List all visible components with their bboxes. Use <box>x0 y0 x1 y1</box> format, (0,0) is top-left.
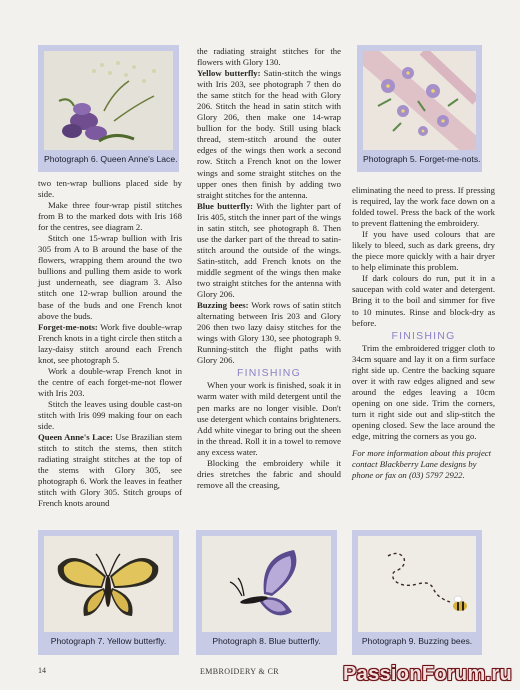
col1-para-7: Use Brazilian stem stitch to stitch the stems, then stitch radiating straight stitches at the top of the stems with Glory 305, see photograph 6. Work the leaves in feather stitch with Glory 305. Stitch groups of French knots around <box>38 432 182 509</box>
photo-7-frame <box>38 530 179 655</box>
watermark: PassionForum.ru <box>343 663 512 685</box>
forget-me-nots-label: Forget-me-nots: <box>38 321 98 332</box>
finishing-heading-1: FINISHING <box>237 367 301 380</box>
yellow-butterfly-label: Yellow butterfly: <box>197 68 261 79</box>
finishing-heading-2: FINISHING <box>391 329 456 342</box>
photo-6-caption: Photograph 6. Queen Anne's Lace. <box>44 154 178 164</box>
queen-annes-lace-photo <box>44 51 173 150</box>
col1-para-2: Make three four-wrap pistil stitches from B to the marked dots with Iris 168 for the centres, see diagram 2. <box>38 200 182 233</box>
photo-5-caption: Photograph 5. Forget-me-nots. <box>363 154 481 164</box>
contact-info: For more information about this project contact Blackberry Lane designs by phone or fax on (03) 5797 2922. <box>352 448 492 481</box>
column-1 <box>38 178 182 509</box>
col3-para-3: If dark colours do run, put it in a saucepan with cold water and detergent. Bring it to the boil and simmer for five to 10 minutes. Rinse and block-dry as before. <box>352 273 495 328</box>
col2-para-5: When your work is finished, soak it in warm water with mild detergent until the pen marks are no longer visible. Don't use detergent which contains brighteners. Add white vinegar to bring out the sheen in the thread. Roll it in a towel to remove any excess water. <box>197 380 341 457</box>
col1-para-5: Work a double-wrap French knot in the centre of each forget-me-not flower with Iris 203. <box>38 365 182 398</box>
yellow-butterfly-photo <box>44 536 173 632</box>
col3-para-4: Trim the embroidered trigger cloth to 34cm square and lay it on a firm surface right side up. Centre the backing square over it with raw edges aligned and sew around the edges leaving a 10cm opening on one side. Trim the corners, turn it right side out and slip-stitch the opening closed. Sew the lace around the edge, mitring the corners as you go. <box>352 342 495 442</box>
buzzing-bees-label: Buzzing bees: <box>197 300 249 311</box>
col1-para-4: Work five double-wrap French knots in a tight circle then stitch a lazy-daisy stitch around each French knot, see photograph 5. <box>38 321 182 365</box>
photo-8-caption: Photograph 8. Blue butterfly. <box>212 636 321 646</box>
blue-butterfly-label: Blue butterfly: <box>197 200 254 211</box>
col2-para-4: Work rows of satin stitch alternating between Iris 203 and Glory 206 then two lazy daisy stitches for the wings with Glory 130, see photograph 9. Running-stitch the flight paths with Glory 206. <box>197 300 341 366</box>
photo-5-frame <box>357 45 482 172</box>
col1-para-3: Stitch one 15-wrap bullion with Iris 305 from A to B around the base of the flowers, wrapping them around the two bullions and pulling them aside to work just underneath, see diagram 3. Also stitch one 12-wrap bullion around the base of the buds and one French knot above the buds. <box>38 233 182 321</box>
col2-para-2: Satin-stitch the wings with Iris 203, see photograph 7 then do the same stitch for the head with Glory 206. Stitch the head in satin stitch with Glory 206, then make one 14-wrap bullion for the body. Still using black thread, stem-stitch around the outer edges of the wings then work a second row. Stitch a French knot on the lower wings and some straight stitches on the upper ones then finish by adding two straight stitches for the antenna. <box>197 68 341 200</box>
col1-para-1: two ten-wrap bullions placed side by side. <box>38 178 182 200</box>
col2-para-6: Blocking the embroidery while it dries stretches the fabric and should remove all the creasing, <box>197 457 341 490</box>
photo-8-frame <box>196 530 337 655</box>
buzzing-bees-photo <box>358 536 476 632</box>
page-number: 14 <box>38 666 46 675</box>
blue-butterfly-photo <box>202 536 331 632</box>
col3-para-2: If you have used colours that are likely to bleed, such as dark greens, dry the piece more quickly with a hair dryer to help eliminate this problem. <box>352 229 495 273</box>
photo-9-frame <box>352 530 482 655</box>
col2-para-3: With the lighter part of Iris 405, stitch the inner part of the wings in satin stitch, see photograph 8. Then use the darker part of the thread to satin-stitch around the outside of the wings. Satin-stitch, add French knots on the middle segment of the wings then make two straight stitches for the antenna with Glory 206. <box>197 200 341 300</box>
col3-para-1: eliminating the need to press. If pressing is required, lay the work face down on a folded towel. Press the back of the work to prevent flattening the embroidery. <box>352 185 495 229</box>
forget-me-nots-photo <box>363 51 476 150</box>
magazine-name: EMBROIDERY & CR <box>200 667 280 676</box>
photo-9-caption: Photograph 9. Buzzing bees. <box>361 636 473 646</box>
column-3 <box>352 185 495 481</box>
col2-para-1: the radiating straight stitches for the flowers with Glory 130. <box>197 46 341 68</box>
queen-annes-lace-label: Queen Anne's Lace: <box>38 432 113 443</box>
photo-7-caption: Photograph 7. Yellow butterfly. <box>50 636 167 646</box>
col1-para-6: Stitch the leaves using double cast-on stitch with Iris 099 making four on each side. <box>38 398 182 432</box>
photo-6-frame <box>38 45 179 172</box>
column-2 <box>197 46 341 491</box>
